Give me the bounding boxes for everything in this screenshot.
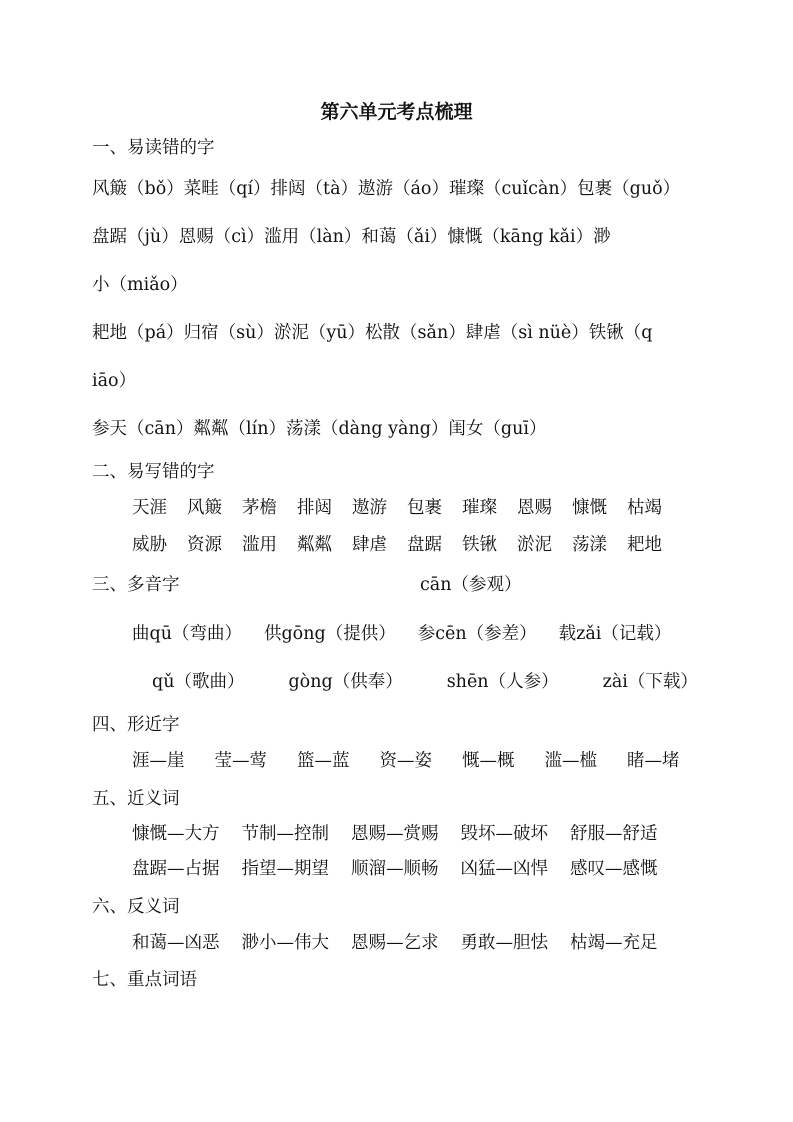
similar-chars-row [132, 749, 680, 773]
polyphone-item: qǔ（歌曲） [152, 672, 245, 692]
similar-char-pair: 涯—崖 [132, 751, 185, 771]
word-item: 包裹 [407, 498, 442, 518]
reading-line-2: 盘踞（jù）恩赐（cì）滥用（làn）和蔼（ǎi）慷慨（kāng kǎi）渺 [92, 227, 611, 247]
synonym-pair: 慷慨—大方 [132, 824, 220, 844]
word-item: 排闼 [297, 498, 332, 518]
polyphone-item: shēn（人参） [446, 672, 559, 692]
antonym-pair: 渺小—伟大 [241, 933, 329, 953]
synonym-pair: 顺溜—顺畅 [351, 859, 439, 879]
writing-row-2 [132, 533, 662, 557]
word-item: 璀璨 [462, 498, 497, 518]
word-item: 枯竭 [627, 498, 662, 518]
antonym-pair: 恩赐—乞求 [351, 933, 439, 953]
similar-char-pair: 滥—槛 [544, 751, 597, 771]
section-heading-4: 四、形近字 [92, 715, 180, 735]
polyphone-can: cān（参观） [420, 575, 522, 595]
polyphone-item: 供gōng（提供） [263, 624, 396, 644]
reading-line-3: 小（miǎo） [92, 275, 188, 295]
word-item: 滥用 [242, 535, 277, 555]
similar-char-pair: 篮—蓝 [297, 751, 350, 771]
word-item: 威胁 [132, 535, 167, 555]
synonym-pair: 凶猛—凶悍 [460, 859, 548, 879]
reading-line-1: 风簸（bǒ）菜畦（qí）排闼（tà）遨游（áo）璀璨（cuǐcàn）包裹（guǒ） [92, 179, 681, 199]
polyphone-item: 载zǎi（记载） [558, 624, 672, 644]
word-item: 铁锹 [462, 535, 497, 555]
writing-row-1 [132, 496, 662, 520]
synonym-pair: 指望—期望 [241, 859, 329, 879]
word-item: 慷慨 [572, 498, 607, 518]
reading-line-4: 耙地（pá）归宿（sù）淤泥（yū）松散（sǎn）肆虐（sì nüè）铁锹（q [92, 323, 653, 343]
word-item: 盘踞 [407, 535, 442, 555]
reading-line-5: iāo） [92, 371, 137, 391]
polyphone-row-2 [152, 670, 698, 694]
section-heading-2: 二、易写错的字 [92, 462, 215, 482]
similar-char-pair: 莹—莺 [214, 751, 267, 771]
synonym-pair: 盘踞—占据 [132, 859, 220, 879]
section-heading-5: 五、近义词 [92, 789, 180, 809]
section-heading-3: 三、多音字 [92, 575, 180, 595]
polyphone-item: gòng（供奉） [288, 672, 403, 692]
page-title: 第六单元考点梳理 [320, 101, 473, 123]
synonym-row-1 [132, 822, 658, 846]
word-item: 肆虐 [352, 535, 387, 555]
word-item: 风簸 [187, 498, 222, 518]
word-item: 茅檐 [242, 498, 277, 518]
synonym-pair: 舒服—舒适 [570, 824, 658, 844]
synonym-pair: 感叹—感慨 [570, 859, 658, 879]
polyphone-item: zài（下载） [602, 672, 698, 692]
word-item: 资源 [187, 535, 222, 555]
word-item: 荡漾 [572, 535, 607, 555]
word-item: 天涯 [132, 498, 167, 518]
synonym-pair: 恩赐—赏赐 [351, 824, 439, 844]
word-item: 耙地 [627, 535, 662, 555]
reading-line-6: 参天（cān）粼粼（lín）荡漾（dàng yàng）闺女（guī） [92, 419, 547, 439]
word-item: 恩赐 [517, 498, 552, 518]
synonym-pair: 毁坏—破坏 [460, 824, 548, 844]
synonym-row-2 [132, 857, 658, 881]
antonym-row [132, 931, 658, 955]
word-item: 遨游 [352, 498, 387, 518]
similar-char-pair: 慨—概 [462, 751, 515, 771]
antonym-pair: 和蔼—凶恶 [132, 933, 220, 953]
antonym-pair: 枯竭—充足 [570, 933, 658, 953]
polyphone-item: 参cēn（参差） [417, 624, 537, 644]
polyphone-row-1 [132, 622, 671, 646]
antonym-pair: 勇敢—胆怯 [460, 933, 548, 953]
word-item: 粼粼 [297, 535, 332, 555]
section-heading-1: 一、易读错的字 [92, 138, 215, 158]
polyphone-item: 曲qū（弯曲） [132, 624, 242, 644]
similar-char-pair: 睹—堵 [627, 751, 680, 771]
synonym-pair: 节制—控制 [241, 824, 329, 844]
section-heading-7: 七、重点词语 [92, 970, 197, 990]
similar-char-pair: 资—姿 [379, 751, 432, 771]
section-heading-6: 六、反义词 [92, 897, 180, 917]
word-item: 淤泥 [517, 535, 552, 555]
